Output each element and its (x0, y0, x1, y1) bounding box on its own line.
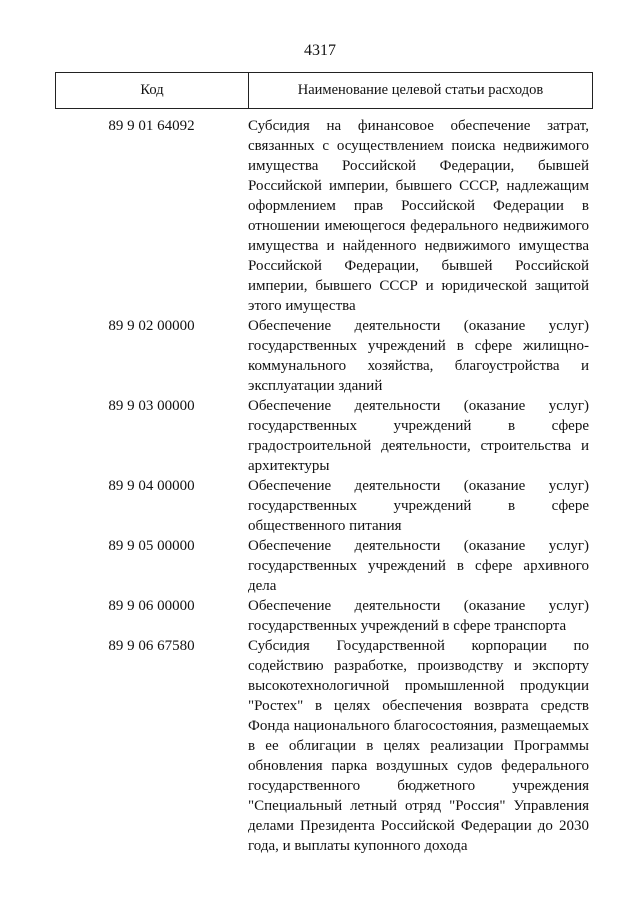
table-row (55, 396, 595, 476)
row-code: 89 9 05 00000 (108, 538, 195, 554)
row-code: 89 9 03 00000 (108, 398, 195, 414)
column-header-code: Код (56, 73, 249, 108)
row-code: 89 9 02 00000 (108, 318, 195, 334)
table-header (55, 72, 593, 109)
row-code: 89 9 06 67580 (108, 638, 195, 654)
table-row (55, 536, 595, 596)
row-code: 89 9 01 64092 (108, 118, 195, 134)
row-code: 89 9 06 00000 (108, 598, 195, 614)
table-row (55, 316, 595, 396)
row-description: Субсидия на финансовое обеспечение затрат, связанных с осуществлением поиска недвижимого имущества Российской Федерации, бывшей Российской империи, бывшего СССР, надлежащим оформлением прав Российской Федерации в отношении имеющегося федерального недвижимого имущества и найденного недвижимого имущества Российской Федерации, бывшей Российской империи, бывшего СССР и юридической защитой этого имущества (248, 118, 589, 314)
row-description: Обеспечение деятельности (оказание услуг) государственных учреждений в сфере архивного дела (248, 538, 589, 594)
table-body (55, 116, 595, 856)
row-description: Субсидия Государственной корпорации по содействию разработке, производству и экспорту высокотехнологичной промышленной продукции "Ростех" в целях обеспечения возврата средств Фонда национального благосостояния, размещаемых в ее облигации в целях реализации Программы обновления парка воздушных судов федерального государственного бюджетного учреждения "Специальный летный отряд "Россия" Управления делами Президента Российской Федерации до 2030 года, и выплаты купонного дохода (248, 638, 589, 854)
row-code: 89 9 04 00000 (108, 478, 195, 494)
page-number: 4317 (304, 42, 336, 59)
table-row (55, 476, 595, 536)
row-description: Обеспечение деятельности (оказание услуг) государственных учреждений в сфере общественного питания (248, 478, 589, 534)
table-row (55, 116, 595, 316)
row-description: Обеспечение деятельности (оказание услуг) государственных учреждений в сфере жилищно-коммунального хозяйства, благоустройства и эксплуатации зданий (248, 318, 589, 394)
row-description: Обеспечение деятельности (оказание услуг) государственных учреждений в сфере транспорта (248, 598, 589, 634)
table-row (55, 636, 595, 856)
row-description: Обеспечение деятельности (оказание услуг) государственных учреждений в сфере градостроительной деятельности, строительства и архитектуры (248, 398, 589, 474)
table-row (55, 596, 595, 636)
column-header-name: Наименование целевой статьи расходов (297, 82, 544, 98)
